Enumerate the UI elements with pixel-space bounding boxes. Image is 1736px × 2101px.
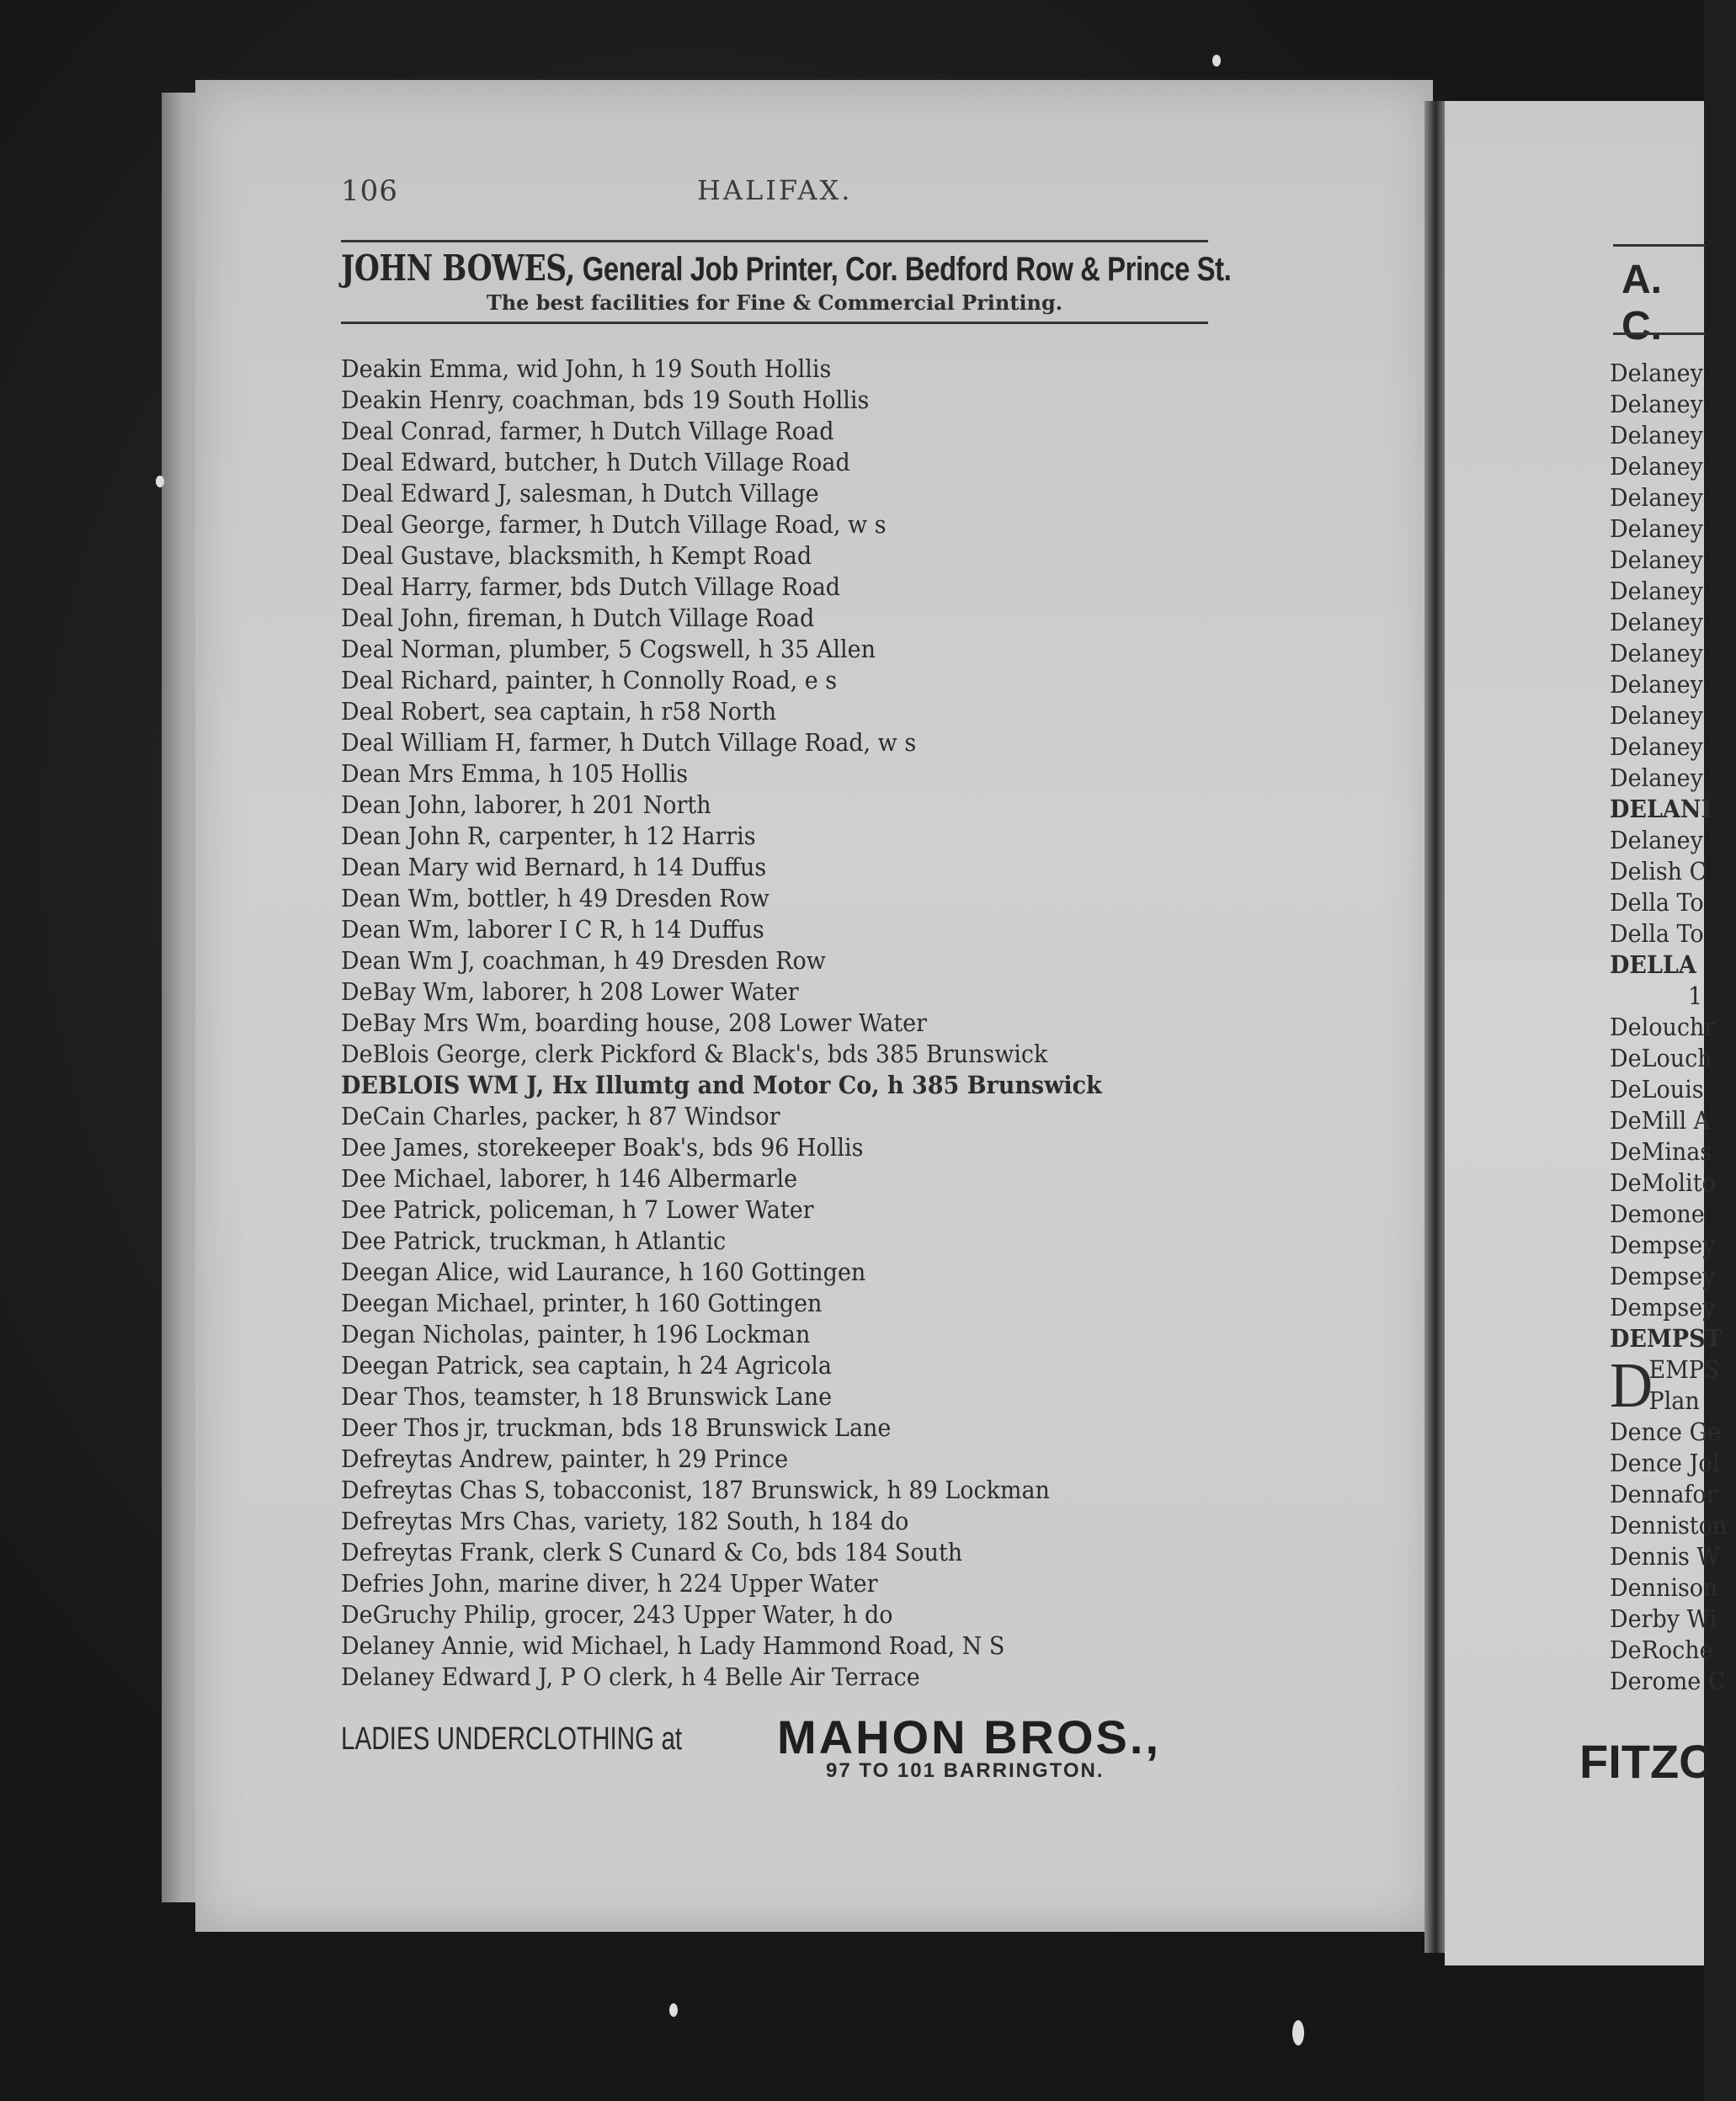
right-page-entry: Delaney (1610, 701, 1703, 730)
directory-entry: Defries John, marine diver, h 224 Upper Water (341, 1569, 878, 1598)
right-page-entry: Derby Wi (1610, 1604, 1717, 1633)
directory-entry: Deakin Emma, wid John, h 19 South Hollis (341, 354, 832, 383)
directory-entry: Defreytas Frank, clerk S Cunard & Co, bds 184 South (341, 1538, 963, 1566)
right-page-entry: Delouchr (1610, 1013, 1716, 1041)
directory-entry: DeBay Mrs Wm, boarding house, 208 Lower Water (341, 1008, 928, 1037)
right-page-entry: Derome C (1610, 1667, 1726, 1695)
directory-entry: Dear Thos, teamster, h 18 Brunswick Lane (341, 1382, 833, 1411)
directory-entry: Deal Richard, painter, h Connolly Road, e s (341, 666, 838, 694)
page-number: 106 (341, 174, 398, 208)
directory-entry: Dean Wm J, coachman, h 49 Dresden Row (341, 946, 826, 975)
directory-entry: Deegan Michael, printer, h 160 Gottingen (341, 1289, 823, 1317)
directory-entry: Defreytas Andrew, painter, h 29 Prince (341, 1444, 789, 1473)
ad-top-headline (341, 247, 1232, 289)
directory-entry: Dean Mrs Emma, h 105 Hollis (341, 759, 689, 788)
right-page-entry: Dennison (1610, 1573, 1718, 1602)
right-page-entry: Demone (1610, 1199, 1705, 1228)
right-page-entry: Delaney (1610, 514, 1703, 543)
dust-speck (156, 476, 164, 487)
directory-entry: Deegan Patrick, sea captain, h 24 Agricola (341, 1351, 832, 1380)
directory-entry: DeGruchy Philip, grocer, 243 Upper Water, h do (341, 1600, 893, 1629)
right-page-entry: Delaney (1610, 608, 1703, 636)
directory-entry: Deal Gustave, blacksmith, h Kempt Road (341, 541, 812, 570)
right-page-entry: Delaney (1610, 826, 1703, 854)
right-page-entry: 1 (1688, 981, 1703, 1010)
directory-entry: DeBay Wm, laborer, h 208 Lower Water (341, 977, 799, 1006)
directory-entry: Dean Wm, bottler, h 49 Dresden Row (341, 884, 769, 912)
ad-top-name: JOHN BOWES, (341, 247, 576, 289)
right-page-entry: DEMPST (1610, 1324, 1723, 1353)
ad-top-line1: General Job Printer, Cor. Bedford Row & Prince St. (575, 251, 1232, 288)
directory-entry: Defreytas Mrs Chas, variety, 182 South, h 184 do (341, 1507, 909, 1535)
directory-entry: Deal Conrad, farmer, h Dutch Village Road (341, 417, 834, 445)
right-page-rule-top (1613, 244, 1706, 247)
directory-entry: Deal Edward, butcher, h Dutch Village Road (341, 448, 850, 476)
right-page-entry: Delaney (1610, 763, 1703, 792)
directory-entry: Deal Harry, farmer, bds Dutch Village Road (341, 572, 841, 601)
directory-entry: Deal Norman, plumber, 5 Cogswell, h 35 Allen (341, 635, 876, 663)
right-page-entry: Dennis W (1610, 1542, 1721, 1571)
directory-entry: DEBLOIS WM J, Hx Illumtg and Motor Co, h 385 Brunswick (341, 1071, 1102, 1099)
directory-entry: Dee Michael, laborer, h 146 Albermarle (341, 1164, 798, 1193)
right-page-entry: Delaney (1610, 670, 1703, 699)
dust-speck (1212, 55, 1221, 66)
right-page-entry: Delaney (1610, 639, 1703, 668)
right-page-entry: Delaney (1610, 732, 1703, 761)
directory-entry: Dee Patrick, truckman, h Atlantic (341, 1226, 727, 1255)
ad-bottom-brand: MAHON BROS., (777, 1710, 1161, 1763)
right-page-entry: DeMill A (1610, 1106, 1711, 1135)
bottom-advertisement (341, 1710, 1208, 1789)
right-page-entry: Della To (1610, 919, 1704, 948)
right-page-entry: Delaney (1610, 577, 1703, 605)
directory-entry: Dee James, storekeeper Boak's, bds 96 Hollis (341, 1133, 864, 1162)
directory-entry: Deal William H, farmer, h Dutch Village Road, w s (341, 728, 917, 757)
right-page-entry: Dempsey (1610, 1262, 1716, 1290)
right-page-header: A. C. (1622, 258, 1662, 348)
directory-entry: Defreytas Chas S, tobacconist, 187 Brunswick, h 89 Lockman (341, 1476, 1050, 1504)
directory-entry: Delaney Annie, wid Michael, h Lady Hammond Road, N S (341, 1631, 1005, 1660)
dust-speck (669, 2003, 678, 2017)
top-advertisement (341, 240, 1232, 324)
directory-entry: DeCain Charles, packer, h 87 Windsor (341, 1102, 780, 1130)
drop-cap-letter: D (1610, 1350, 1653, 1421)
page-title: HALIFAX. (697, 174, 853, 206)
right-page-entry: Dence Jol (1610, 1449, 1720, 1477)
right-page-entry: DeLouis (1610, 1075, 1704, 1104)
right-page-entry: DELANI (1610, 795, 1712, 823)
directory-entry: Dean John, laborer, h 201 North (341, 790, 711, 819)
right-page-entry: Delish C (1610, 857, 1707, 886)
right-page-entry: DELLA (1610, 950, 1696, 979)
directory-entry: Delaney Edward J, P O clerk, h 4 Belle Air Terrace (341, 1662, 920, 1691)
right-page-entry: D EMPS Plan (1610, 1350, 1720, 1421)
directory-entries (341, 354, 1159, 1693)
right-page-entry: Denniston (1610, 1511, 1728, 1540)
right-page-entry: Delaney (1610, 390, 1703, 418)
ad-bottom-address: 97 TO 101 BARRINGTON. (826, 1759, 1105, 1782)
book-gutter (1424, 101, 1445, 1953)
right-page (1445, 101, 1728, 1965)
right-page-footer: FITZC (1579, 1735, 1713, 1788)
dust-speck (1292, 2020, 1304, 2045)
right-page-entry: Delaney (1610, 452, 1703, 481)
right-page-entry: Delaney (1610, 483, 1703, 512)
directory-entry: Deal George, farmer, h Dutch Village Road, w s (341, 510, 887, 539)
right-page-rule-bottom (1613, 332, 1706, 335)
ad-top-tagline: The best facilities for Fine & Commercial Printing. (486, 290, 1063, 315)
right-page-entry: DeMinas (1610, 1137, 1712, 1166)
directory-entry: Deegan Alice, wid Laurance, h 160 Gottingen (341, 1258, 866, 1286)
right-page-entry: Delaney (1610, 545, 1703, 574)
right-page-entry: DeMolito (1610, 1168, 1716, 1197)
directory-entry: Degan Nicholas, painter, h 196 Lockman (341, 1320, 811, 1348)
directory-entry: Dean John R, carpenter, h 12 Harris (341, 822, 756, 850)
right-page-entry: DeLouch (1610, 1044, 1712, 1072)
directory-entry: DeBlois George, clerk Pickford & Black's, bds 385 Brunswick (341, 1040, 1048, 1068)
right-page-entry: Dempsey (1610, 1293, 1716, 1322)
right-page-entry: Dempsey (1610, 1231, 1716, 1259)
right-page-entry: DeRoche (1610, 1636, 1713, 1664)
directory-entry: Dean Mary wid Bernard, h 14 Duffus (341, 853, 767, 881)
directory-entry: Deal Edward J, salesman, h Dutch Village (341, 479, 819, 508)
right-page-entry: Delaney (1610, 359, 1703, 387)
right-page-entry: Della To (1610, 888, 1704, 917)
right-page-entry: Dence Ge (1610, 1418, 1722, 1446)
right-page-entry: Delaney (1610, 421, 1703, 449)
right-page-entry: Dennafor (1610, 1480, 1717, 1508)
directory-entry: Dean Wm, laborer I C R, h 14 Duffus (341, 915, 764, 944)
directory-entry: Deal Robert, sea captain, h r58 North (341, 697, 777, 726)
directory-entry: Deer Thos jr, truckman, bds 18 Brunswick Lane (341, 1413, 892, 1442)
directory-entry: Deal John, fireman, h Dutch Village Road (341, 604, 815, 632)
ad-bottom-left-text: LADIES UNDERCLOTHING at (341, 1721, 683, 1757)
right-page-entries (1610, 358, 1736, 1697)
directory-entry: Dee Patrick, policeman, h 7 Lower Water (341, 1195, 814, 1224)
directory-entry: Deakin Henry, coachman, bds 19 South Hollis (341, 386, 870, 414)
